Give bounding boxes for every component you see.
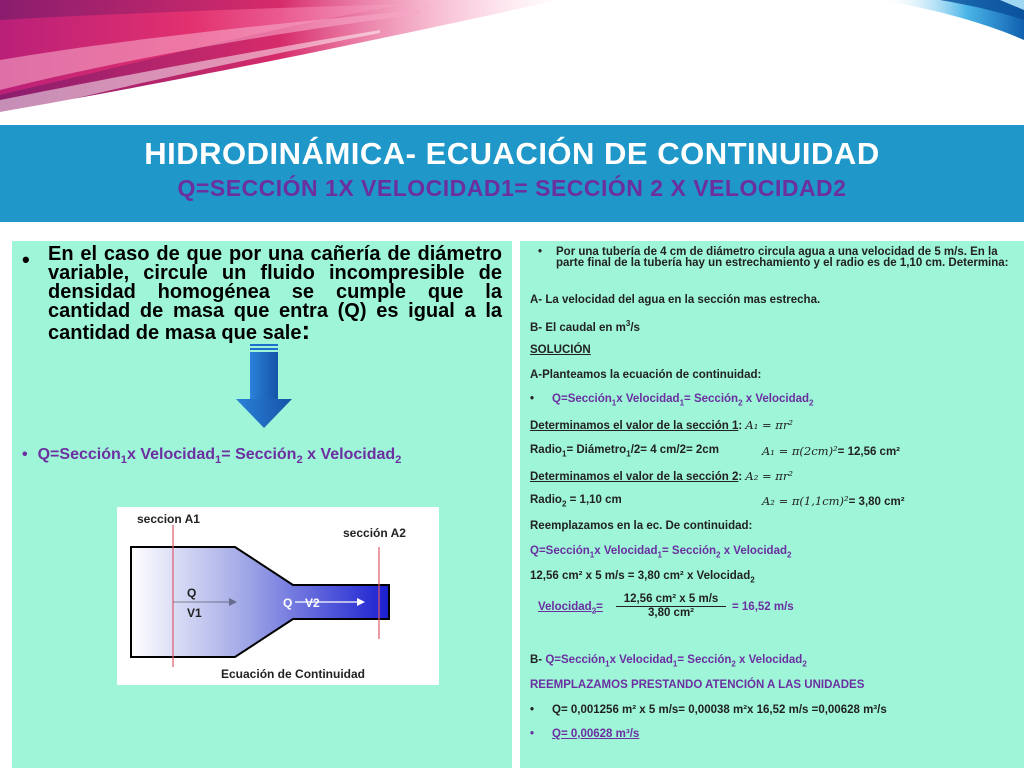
formula-part: x Velocidad	[594, 545, 658, 557]
formula-sub: 1	[215, 454, 222, 467]
formula-sub: 2	[787, 550, 792, 560]
section1-equation: A₁ = πr²	[745, 418, 793, 432]
right-panel	[520, 241, 1024, 768]
reemplazamos-line: Reemplazamos en la ec. De continuidad:	[530, 520, 753, 532]
diagram-caption: Ecuación de Continuidad	[221, 667, 366, 681]
radius1-line	[530, 444, 1020, 458]
formula-part: = Sección	[221, 446, 297, 463]
bullet-icon: •	[530, 393, 535, 405]
formula-sub: 1	[611, 398, 617, 408]
section1-heading	[530, 418, 1020, 432]
formula-part: = Sección	[662, 545, 717, 557]
continuity-formula-2	[530, 545, 1020, 559]
formula-sub: 1	[679, 398, 685, 408]
down-arrow-icon	[234, 344, 294, 430]
fraction	[616, 593, 726, 619]
page-subtitle: Q=SECCIÓN 1X VELOCIDAD1= SECCIÓN 2 X VELOCIDAD2	[177, 175, 847, 201]
area1-equation: A₁ = π(2cm)²	[762, 444, 838, 458]
formula-part: Q=Sección	[37, 446, 121, 463]
label-section-a2: sección A2	[343, 526, 406, 540]
continuity-formula	[22, 446, 401, 466]
label-q2: Q	[283, 596, 293, 610]
substitution-line	[530, 570, 1020, 584]
section2-colon: :	[738, 471, 746, 483]
formula-part: = Sección	[684, 393, 739, 405]
solucion-heading: SOLUCIÓN	[530, 344, 591, 356]
radius1-text: = Diámetro	[566, 444, 627, 456]
label-q1: Q	[187, 586, 197, 600]
formula-part: x Velocidad	[609, 654, 673, 666]
formula-sub: 2	[809, 398, 814, 408]
formula-sub: 2	[395, 454, 402, 467]
bullet-icon: •	[22, 247, 30, 272]
radius2-text: = 1,10 cm	[566, 494, 622, 506]
continuity-diagram	[117, 507, 439, 685]
velocity-fraction	[538, 591, 1024, 631]
formula-sub: 2	[296, 454, 303, 467]
flow-result-text: Q= 0,00628 m³/s	[552, 728, 640, 740]
substitution-sub: 2	[750, 575, 755, 585]
left-panel	[12, 241, 512, 768]
part-b-formula	[530, 654, 1020, 668]
radius1-sub: 1	[561, 449, 567, 459]
formula-sub: 1	[672, 659, 678, 669]
bullet-icon: •	[530, 728, 535, 740]
formula-part: x Velocidad	[735, 654, 803, 666]
bullet-icon: •	[22, 446, 28, 463]
velocity-label-text: Velocidad	[538, 601, 592, 613]
label-v1: V1	[187, 606, 202, 620]
formula-part: Q=Sección	[530, 545, 590, 557]
section2-heading	[530, 469, 1020, 483]
radius1-sub: 1	[626, 449, 631, 459]
formula-sub: 2	[802, 659, 807, 669]
pipe-diagram	[117, 507, 439, 685]
radius2-text: Radio	[530, 494, 562, 506]
area2-value: = 3,80 cm²	[848, 496, 905, 508]
intro-colon: :	[301, 315, 311, 345]
formula-sub: 1	[605, 659, 610, 669]
formula-part: x Velocidad	[742, 393, 810, 405]
bullet-icon: •	[530, 704, 535, 716]
section2-equation: A₂ = πr²	[745, 469, 793, 483]
question-a: A- La velocidad del agua en la sección mas estrecha.	[530, 294, 821, 306]
velocity-label: Velocidad$_2$=	[538, 601, 603, 616]
decorative-header-graphic	[0, 0, 1024, 125]
question-b-sup: 3	[625, 319, 631, 328]
problem-text: Por una tubería de 4 cm de diámetro circula agua a una velocidad de 5 m/s. En la parte final de la tubería hay un estrechamiento y el radio es de 1,10 cm. Determina:	[556, 246, 1009, 269]
velocity-result-text: = 16,52 m/s	[732, 601, 794, 613]
flow-calculation	[530, 704, 1020, 716]
fraction-denominator: 3,80 cm²	[647, 607, 695, 619]
label-section-a1: seccion A1	[137, 512, 200, 526]
formula-part: x Velocidad	[720, 545, 787, 557]
page-title: HIDRODINÁMICA- ECUACIÓN DE CONTINUIDAD	[144, 136, 880, 171]
formula-part: Q=Sección	[545, 654, 606, 666]
radius1-text: Radio	[530, 444, 562, 456]
label-v2: V2	[305, 596, 320, 610]
formula-part: x Velocidad	[302, 446, 396, 463]
velocity-label-sub: 2	[591, 606, 597, 616]
substitution-text: 12,56 cm² x 5 m/s = 3,80 cm² x Velocidad	[530, 570, 751, 582]
formula-sub: 1	[657, 550, 663, 560]
section2-text: Determinamos el valor de la sección 2	[530, 471, 739, 483]
question-b-text: B- El caudal en m	[530, 321, 626, 334]
part-b-prefix: B-	[530, 654, 546, 666]
planteamos-line: A-Planteamos la ecuación de continuidad:	[530, 369, 762, 381]
formula-sub: 2	[738, 398, 743, 408]
section1-colon: :	[738, 420, 746, 432]
radius2-line	[530, 494, 1020, 508]
formula-sub: 2	[716, 550, 721, 560]
radius1-text: /2= 4 cm/2= 2cm	[630, 444, 719, 456]
formula-part: x Velocidad	[616, 393, 680, 405]
radius2-sub: 2	[561, 499, 567, 509]
bullet-icon: •	[538, 246, 543, 258]
flow-result	[530, 728, 1020, 740]
fraction-numerator: 12,56 cm² x 5 m/s	[616, 593, 726, 607]
formula-sub: 1	[589, 550, 595, 560]
question-b	[530, 319, 1020, 334]
area2-equation: A₂ = π(1,1cm)²	[762, 494, 849, 508]
problem-statement	[530, 247, 1018, 269]
formula-sub: 2	[731, 659, 736, 669]
flow-calculation-text: Q= 0,001256 m² x 5 m/s= 0,00038 m²x 16,52 m/s =0,00628 m³/s	[552, 704, 887, 716]
units-note: REEMPLAZAMOS PRESTANDO ATENCIÓN A LAS UNIDADES	[530, 679, 865, 691]
formula-sub: 1	[120, 454, 127, 467]
area1-line	[762, 444, 900, 458]
area1-value: = 12,56 cm²	[837, 446, 901, 458]
intro-text: En el caso de que por una cañería de diámetro variable, circule un fluido incompresible de densidad homogénea se cumple que la cantidad de masa que entra (Q) es igual a la cantidad de masa que sale	[48, 243, 502, 344]
section1-text: Determinamos el valor de la sección 1	[530, 420, 739, 432]
velocity-result	[732, 601, 794, 613]
formula-part: Q=Sección	[552, 393, 612, 405]
question-b-end: /s	[630, 321, 640, 334]
area2-line	[762, 494, 905, 508]
intro-paragraph	[48, 245, 502, 343]
formula-part: = Sección	[677, 654, 732, 666]
continuity-formula-1	[530, 393, 1020, 407]
formula-part: x Velocidad	[127, 446, 216, 463]
